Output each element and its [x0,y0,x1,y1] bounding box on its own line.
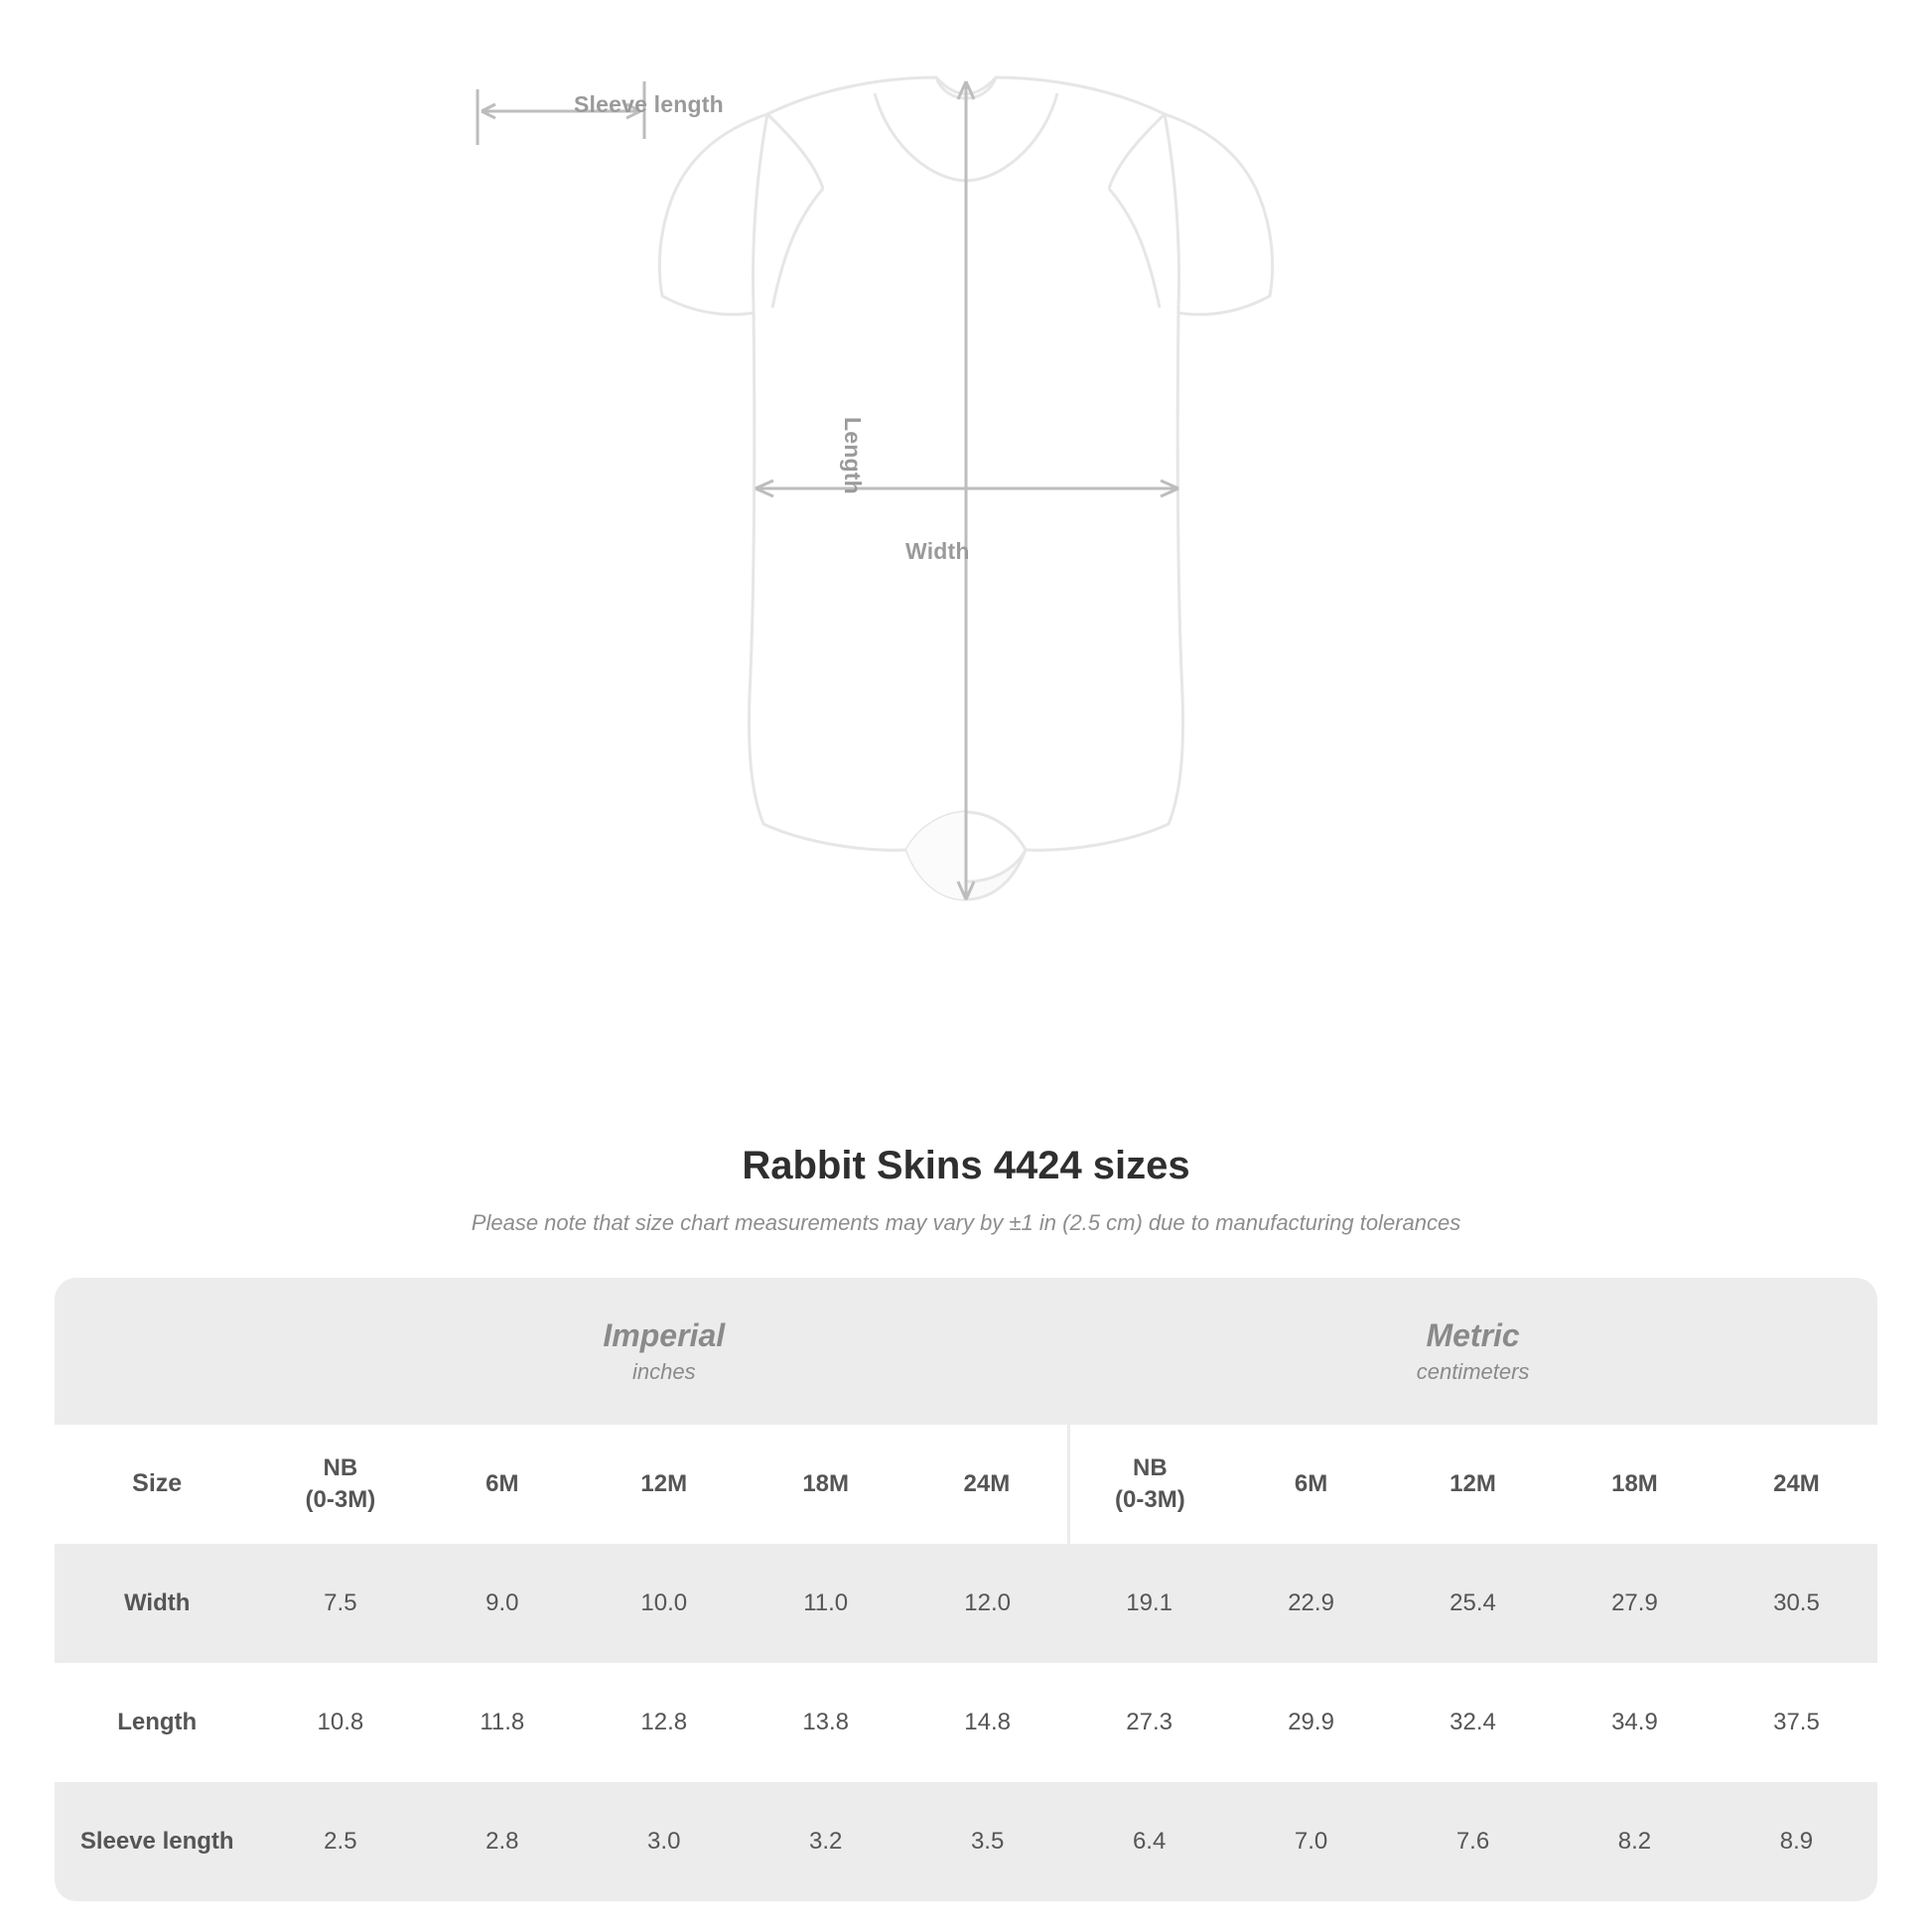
table-cell: 6.4 [1068,1782,1230,1901]
unit-group-metric [1068,1278,1877,1425]
column-header: 12M [1392,1425,1554,1544]
table-cell: 30.5 [1716,1544,1877,1663]
table-cell: 10.0 [583,1544,745,1663]
table-cell: 10.8 [259,1663,421,1782]
unit-row-spacer [55,1278,259,1425]
table-row [55,1663,1877,1782]
size-table-container [55,1278,1877,1901]
table-cell: 2.8 [421,1782,583,1901]
page-title: Rabbit Skins 4424 sizes [742,1144,1190,1187]
table-cell: 27.3 [1068,1663,1230,1782]
column-header: 18M [745,1425,906,1544]
table-cell: 29.9 [1230,1663,1392,1782]
table-row [55,1782,1877,1901]
table-cell: 12.0 [906,1544,1068,1663]
unit-group-imperial [259,1278,1068,1425]
unit-group-name: Imperial [603,1316,726,1353]
sleeve-length-dimension-label: Sleeve length [574,91,724,117]
table-cell: 12.8 [583,1663,745,1782]
width-dimension-label: Width [905,538,970,564]
table-cell: 22.9 [1230,1544,1392,1663]
table-cell: 11.0 [745,1544,906,1663]
tolerance-note: Please note that size chart measurements may vary by ±1 in (2.5 cm) due to manufacturing tolerances [471,1210,1461,1235]
table-cell: 7.6 [1392,1782,1554,1901]
table-cell: 2.5 [259,1782,421,1901]
header-size-label: Size [55,1425,259,1544]
column-header: NB (0-3M) [1068,1425,1230,1544]
column-header: 12M [583,1425,745,1544]
table-cell: 37.5 [1716,1663,1877,1782]
size-table [55,1278,1877,1901]
table-cell: 27.9 [1554,1544,1716,1663]
table-cell: 13.8 [745,1663,906,1782]
column-header: 24M [1716,1425,1877,1544]
unit-group-row [55,1278,1877,1425]
unit-group-name: Metric [1426,1316,1520,1353]
table-cell: 11.8 [421,1663,583,1782]
column-header: 24M [906,1425,1068,1544]
title-block [0,1144,1932,1236]
table-cell: 3.2 [745,1782,906,1901]
row-label: Sleeve length [55,1782,259,1901]
column-header: NB (0-3M) [259,1425,421,1544]
table-row [55,1544,1877,1663]
table-cell: 14.8 [906,1663,1068,1782]
table-cell: 34.9 [1554,1663,1716,1782]
length-dimension-label: Length [840,417,866,494]
unit-group-subtitle: inches [631,1358,696,1384]
row-label: Width [55,1544,259,1663]
table-cell: 7.0 [1230,1782,1392,1901]
unit-group-subtitle: centimeters [1416,1358,1530,1384]
column-header: 18M [1554,1425,1716,1544]
table-cell: 8.9 [1716,1782,1877,1901]
column-header: 6M [421,1425,583,1544]
table-cell: 9.0 [421,1544,583,1663]
column-header: 6M [1230,1425,1392,1544]
table-cell: 7.5 [259,1544,421,1663]
row-label: Length [55,1663,259,1782]
table-cell: 3.5 [906,1782,1068,1901]
table-cell: 32.4 [1392,1663,1554,1782]
table-cell: 25.4 [1392,1544,1554,1663]
table-cell: 8.2 [1554,1782,1716,1901]
table-cell: 3.0 [583,1782,745,1901]
table-header-row [55,1425,1877,1544]
table-cell: 19.1 [1068,1544,1230,1663]
